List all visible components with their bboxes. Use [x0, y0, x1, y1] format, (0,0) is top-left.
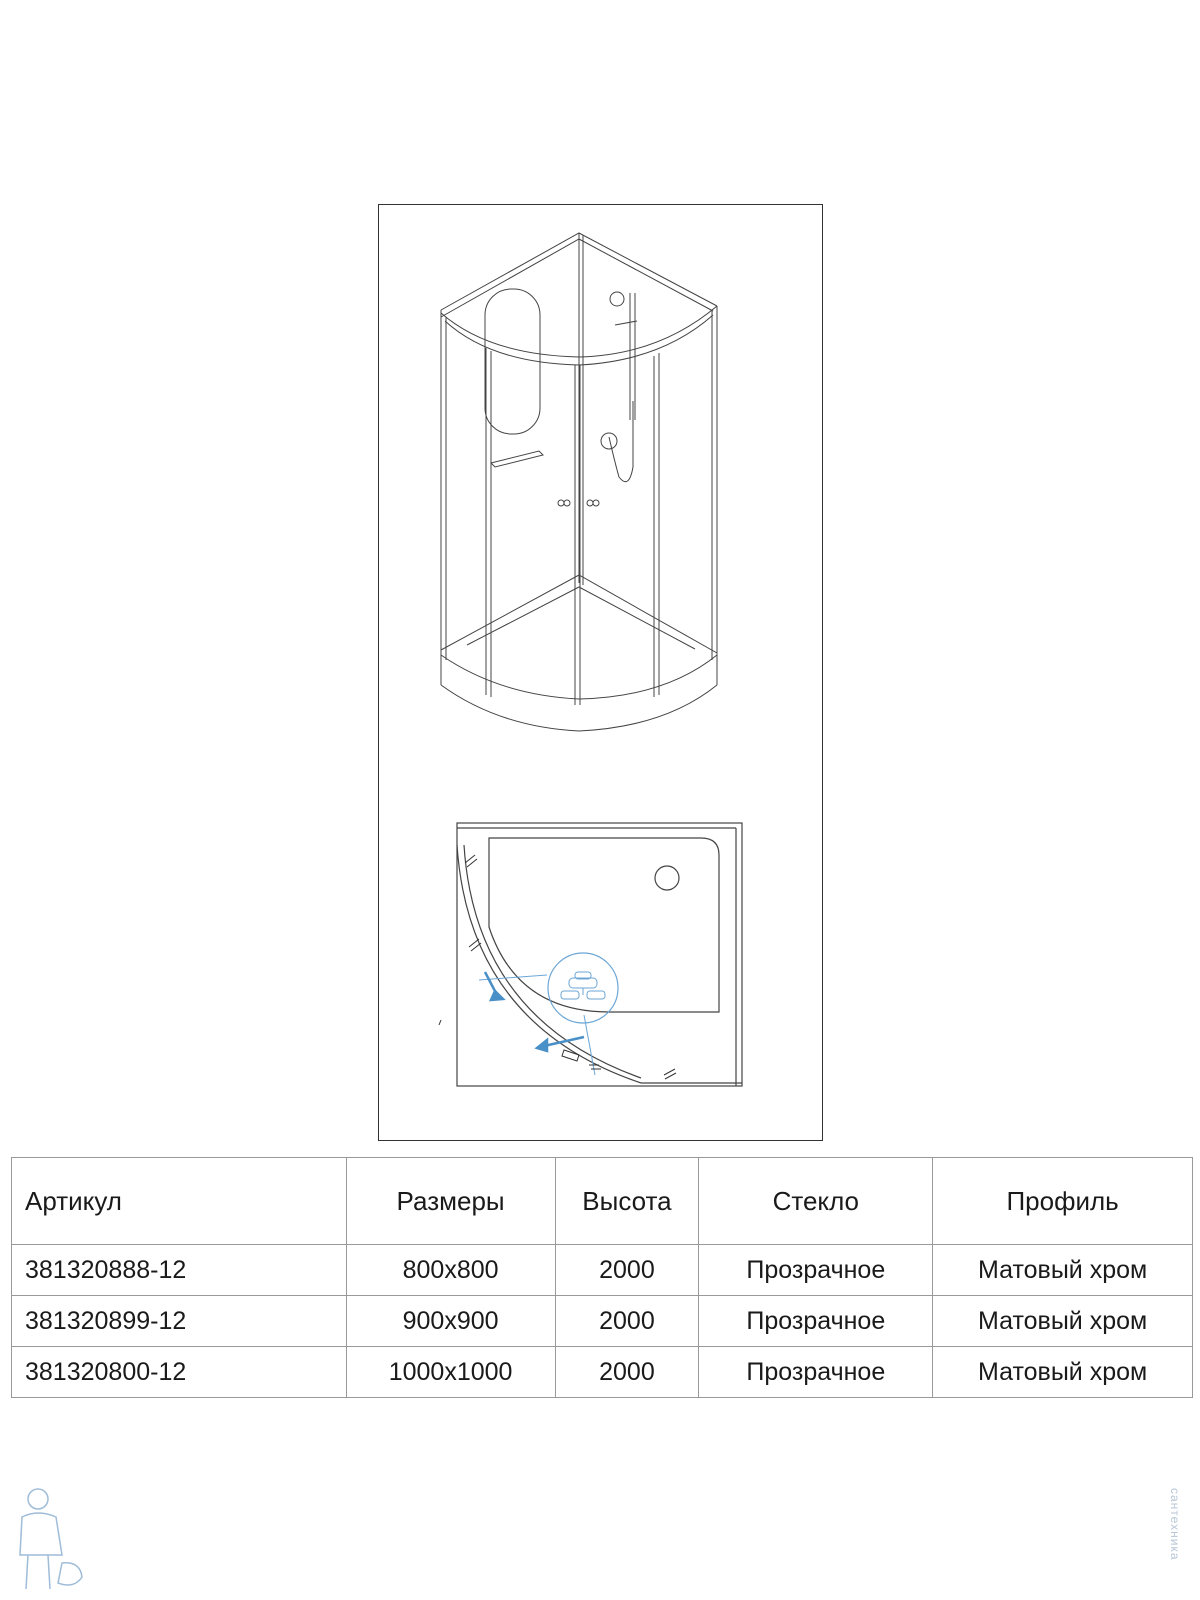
shower-cabin-illustration: [441, 233, 717, 731]
table-row: [12, 1245, 1193, 1296]
cell-article: 381320899-12: [12, 1296, 347, 1347]
roller-icon: [561, 972, 605, 999]
cell-glass: Прозрачное: [699, 1296, 933, 1347]
cell-height: 2000: [555, 1347, 699, 1398]
specification-table: [11, 1157, 1193, 1398]
table-row: [12, 1347, 1193, 1398]
plumber-mascot-icon: [8, 1485, 86, 1595]
table-header-row: [12, 1158, 1193, 1245]
cell-article: 381320800-12: [12, 1347, 347, 1398]
cell-height: 2000: [555, 1296, 699, 1347]
cell-dimensions: 900x900: [346, 1296, 555, 1347]
table-row: [12, 1296, 1193, 1347]
cell-profile: Матовый хром: [933, 1347, 1193, 1398]
product-drawings: [379, 205, 824, 1142]
cell-glass: Прозрачное: [699, 1245, 933, 1296]
product-drawing-frame: [378, 204, 823, 1141]
cell-height: 2000: [555, 1245, 699, 1296]
header-dimensions: Размеры: [346, 1158, 555, 1245]
cell-dimensions: 1000x1000: [346, 1347, 555, 1398]
header-profile: Профиль: [933, 1158, 1193, 1245]
plan-view-diagram: [439, 823, 742, 1086]
header-article: Артикул: [12, 1158, 347, 1245]
drain-icon: [655, 866, 679, 890]
cell-glass: Прозрачное: [699, 1347, 933, 1398]
cell-profile: Матовый хром: [933, 1296, 1193, 1347]
cell-profile: Матовый хром: [933, 1245, 1193, 1296]
cell-article: 381320888-12: [12, 1245, 347, 1296]
watermark-text: сантехника: [1168, 1488, 1182, 1561]
cell-dimensions: 800x800: [346, 1245, 555, 1296]
header-height: Высота: [555, 1158, 699, 1245]
header-glass: Стекло: [699, 1158, 933, 1245]
